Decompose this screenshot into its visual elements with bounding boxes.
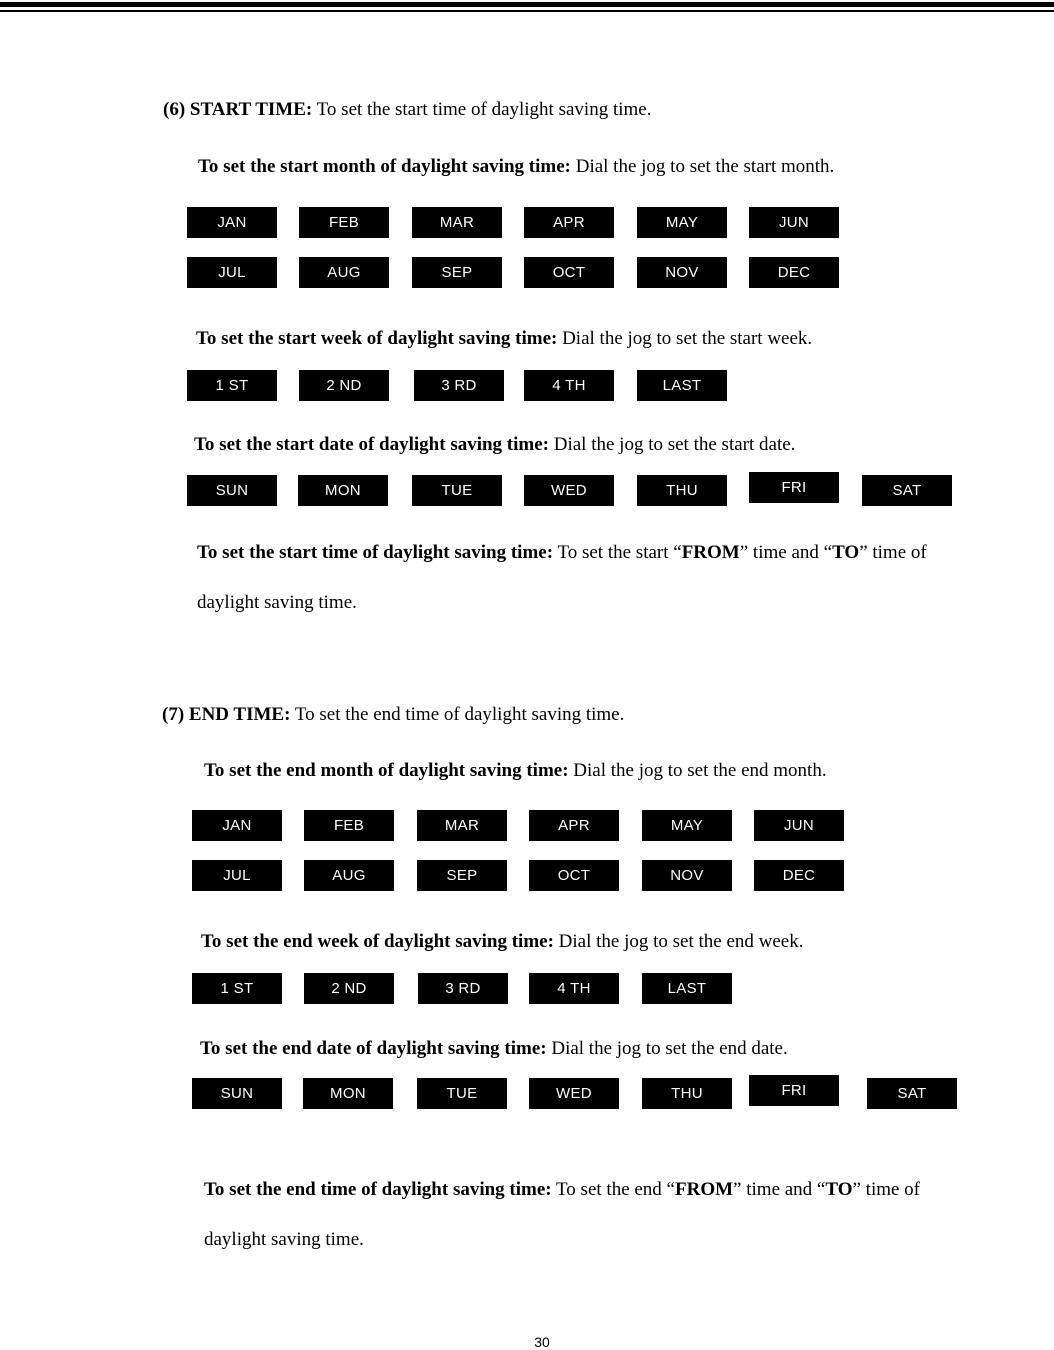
top-rule-thick xyxy=(0,2,1054,7)
start-time-instruction xyxy=(197,542,927,564)
start-time-heading xyxy=(163,99,651,121)
start-day-fri: FRI xyxy=(749,472,839,503)
start-day-sun: SUN xyxy=(187,475,277,506)
end-month-nov: NOV xyxy=(642,860,732,891)
end-to-label: TO xyxy=(825,1179,853,1200)
start-month-feb: FEB xyxy=(299,207,389,238)
start-month-aug: AUG xyxy=(299,257,389,288)
start-month-dec: DEC xyxy=(749,257,839,288)
end-date-bold: To set the end date of daylight saving time: xyxy=(200,1038,547,1059)
start-week-bold: To set the start week of daylight saving time: xyxy=(196,328,558,349)
start-week-3rd: 3 RD xyxy=(414,370,504,401)
start-date-instruction xyxy=(194,434,795,456)
end-from-label: FROM xyxy=(675,1179,734,1200)
end-time-line-2: daylight saving time. xyxy=(204,1229,364,1250)
end-time-heading xyxy=(162,704,624,726)
end-time-text-3: ” time of xyxy=(852,1179,921,1200)
end-week-3rd: 3 RD xyxy=(418,973,508,1004)
end-time-text-2: ” time and “ xyxy=(733,1179,826,1200)
end-day-sat: SAT xyxy=(867,1078,957,1109)
end-month-aug: AUG xyxy=(304,860,394,891)
top-rule-thin xyxy=(0,10,1054,12)
start-heading-bold: (6) START TIME: xyxy=(163,99,313,120)
start-month-sep: SEP xyxy=(412,257,502,288)
end-time-text-1: To set the end “ xyxy=(551,1179,675,1200)
end-month-dec: DEC xyxy=(754,860,844,891)
end-time-instruction xyxy=(204,1179,920,1201)
end-day-mon: MON xyxy=(303,1078,393,1109)
end-day-wed: WED xyxy=(529,1078,619,1109)
start-week-last: LAST xyxy=(637,370,727,401)
end-day-tue: TUE xyxy=(417,1078,507,1109)
end-month-mar: MAR xyxy=(417,810,507,841)
end-month-bold: To set the end month of daylight saving time: xyxy=(204,760,569,781)
start-week-2nd: 2 ND xyxy=(299,370,389,401)
start-to-label: TO xyxy=(832,542,860,563)
end-month-instruction xyxy=(204,760,827,782)
end-day-thu: THU xyxy=(642,1078,732,1109)
start-month-may: MAY xyxy=(637,207,727,238)
start-month-nov: NOV xyxy=(637,257,727,288)
start-week-instruction xyxy=(196,328,812,350)
start-day-mon: MON xyxy=(298,475,388,506)
end-month-apr: APR xyxy=(529,810,619,841)
start-month-apr: APR xyxy=(524,207,614,238)
start-month-bold: To set the start month of daylight saving time: xyxy=(198,156,571,177)
end-week-last: LAST xyxy=(642,973,732,1004)
start-month-instruction xyxy=(198,156,834,178)
end-month-may: MAY xyxy=(642,810,732,841)
end-week-2nd: 2 ND xyxy=(304,973,394,1004)
end-week-text: Dial the jog to set the end week. xyxy=(553,931,804,952)
end-day-sun: SUN xyxy=(192,1078,282,1109)
end-week-instruction xyxy=(201,931,804,953)
start-day-wed: WED xyxy=(524,475,614,506)
start-day-sat: SAT xyxy=(862,475,952,506)
end-week-4th: 4 TH xyxy=(529,973,619,1004)
start-month-jul: JUL xyxy=(187,257,277,288)
end-month-jan: JAN xyxy=(192,810,282,841)
end-month-jul: JUL xyxy=(192,860,282,891)
start-time-text-2: ” time and “ xyxy=(739,542,833,563)
end-date-text: Dial the jog to set the end date. xyxy=(546,1038,788,1059)
start-time-text-1: To set the start “ xyxy=(553,542,682,563)
end-week-1st: 1 ST xyxy=(192,973,282,1004)
start-time-bold: To set the start time of daylight saving time: xyxy=(197,542,554,563)
start-month-jun: JUN xyxy=(749,207,839,238)
start-time-text-3: ” time of xyxy=(859,542,927,563)
start-heading-text: To set the start time of daylight saving time. xyxy=(312,99,652,120)
end-month-text: Dial the jog to set the end month. xyxy=(568,760,827,781)
end-heading-bold: (7) END TIME: xyxy=(162,704,291,725)
start-month-mar: MAR xyxy=(412,207,502,238)
start-time-line-2: daylight saving time. xyxy=(197,592,357,613)
start-week-text: Dial the jog to set the start week. xyxy=(557,328,813,349)
end-month-oct: OCT xyxy=(529,860,619,891)
start-date-bold: To set the start date of daylight saving time: xyxy=(194,434,549,455)
end-time-bold: To set the end time of daylight saving time: xyxy=(204,1179,552,1200)
end-month-jun: JUN xyxy=(754,810,844,841)
end-day-fri: FRI xyxy=(749,1075,839,1106)
start-day-thu: THU xyxy=(637,475,727,506)
start-day-tue: TUE xyxy=(412,475,502,506)
end-week-bold: To set the end week of daylight saving time: xyxy=(201,931,554,952)
end-month-feb: FEB xyxy=(304,810,394,841)
start-from-label: FROM xyxy=(681,542,740,563)
start-week-1st: 1 ST xyxy=(187,370,277,401)
start-month-jan: JAN xyxy=(187,207,277,238)
end-heading-text: To set the end time of daylight saving time. xyxy=(290,704,625,725)
start-date-text: Dial the jog to set the start date. xyxy=(549,434,796,455)
start-month-oct: OCT xyxy=(524,257,614,288)
end-month-sep: SEP xyxy=(417,860,507,891)
start-week-4th: 4 TH xyxy=(524,370,614,401)
start-month-text: Dial the jog to set the start month. xyxy=(570,156,835,177)
end-date-instruction xyxy=(200,1038,788,1060)
page-number: 30 xyxy=(534,1334,550,1350)
